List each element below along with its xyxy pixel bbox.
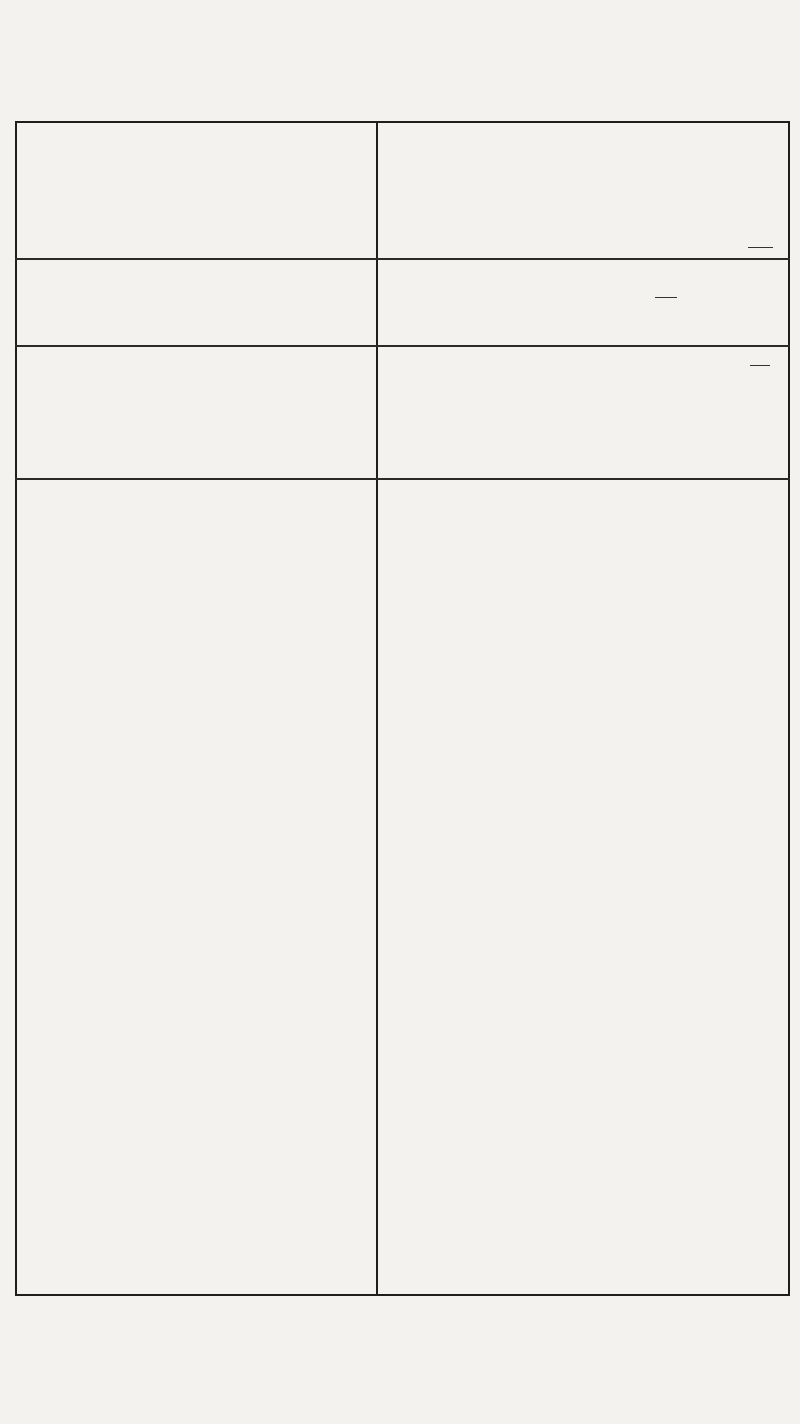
column-divider (376, 121, 378, 1296)
district-lying-in-row (382, 338, 787, 357)
list-item (382, 259, 787, 278)
section1-rows (382, 183, 787, 240)
antenatal-rows (382, 259, 787, 297)
antenatal-total-row (382, 302, 787, 321)
list-item (382, 278, 787, 297)
grand-total-rule (750, 365, 770, 366)
list-item (382, 183, 787, 202)
row-divider-3 (15, 478, 790, 480)
antenatal-rule (655, 297, 677, 298)
grand-total-row (382, 372, 787, 391)
list-item (382, 338, 787, 357)
list-item (382, 202, 787, 221)
home-subtotal-row (382, 238, 787, 257)
